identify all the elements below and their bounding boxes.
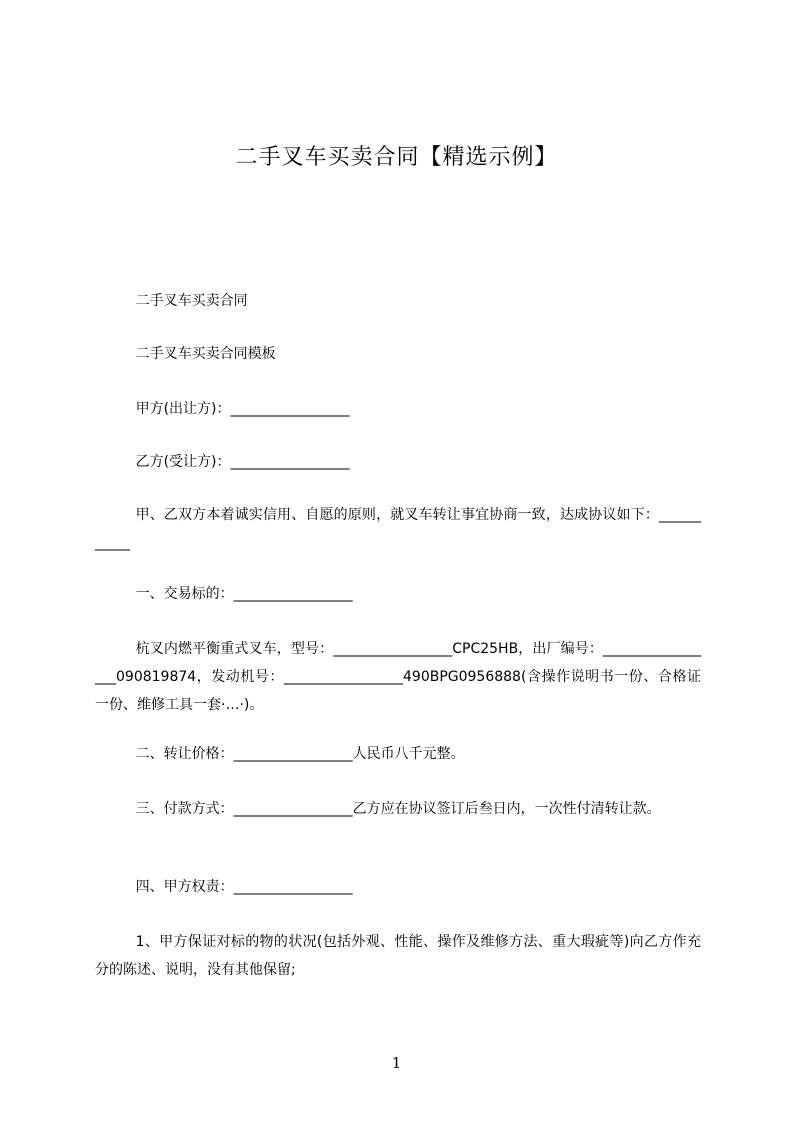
paragraph-forklift-details: 杭叉内燃平衡重式叉车，型号：_________________CPC25HB，出厂编号：_________________090819874，发动机号：_________________490BPG0956888(含操作说明书一份、合格证一份、维修工具一套·…·)。: [95, 641, 701, 713]
paragraph-party-a: 甲方(出让方)：_________________: [135, 401, 350, 417]
document-title: 二手叉车买卖合同【精选示例】: [235, 145, 558, 170]
paragraph-section-4-heading: 四、甲方权责：_________________: [135, 879, 353, 895]
paragraph-section-2-price: 二、转让价格：_________________人民币八千元整。: [135, 746, 465, 762]
paragraph-section-1-heading: 一、交易标的：_________________: [135, 586, 353, 602]
paragraph-clause-1: 1、甲方保证对标的物的状况(包括外观、性能、操作及维修方法、重大瑕疵等)向乙方作充分的陈述、说明，没有其他保留;: [95, 934, 701, 978]
page-number: 1: [391, 1054, 402, 1072]
paragraph-section-3-payment: 三、付款方式：_________________乙方应在协议签订后叁日内，一次性付清转让款。: [135, 801, 661, 817]
paragraph-contract-name: 二手叉车买卖合同: [135, 293, 248, 309]
paragraph-contract-template: 二手叉车买卖合同模板: [135, 346, 276, 362]
paragraph-party-b: 乙方(受让方)：_________________: [135, 454, 350, 470]
paragraph-agreement-intro: 甲、乙双方本着诚实信用、自愿的原则，就叉车转让事宜协商一致，达成协议如下：___________: [95, 507, 701, 551]
